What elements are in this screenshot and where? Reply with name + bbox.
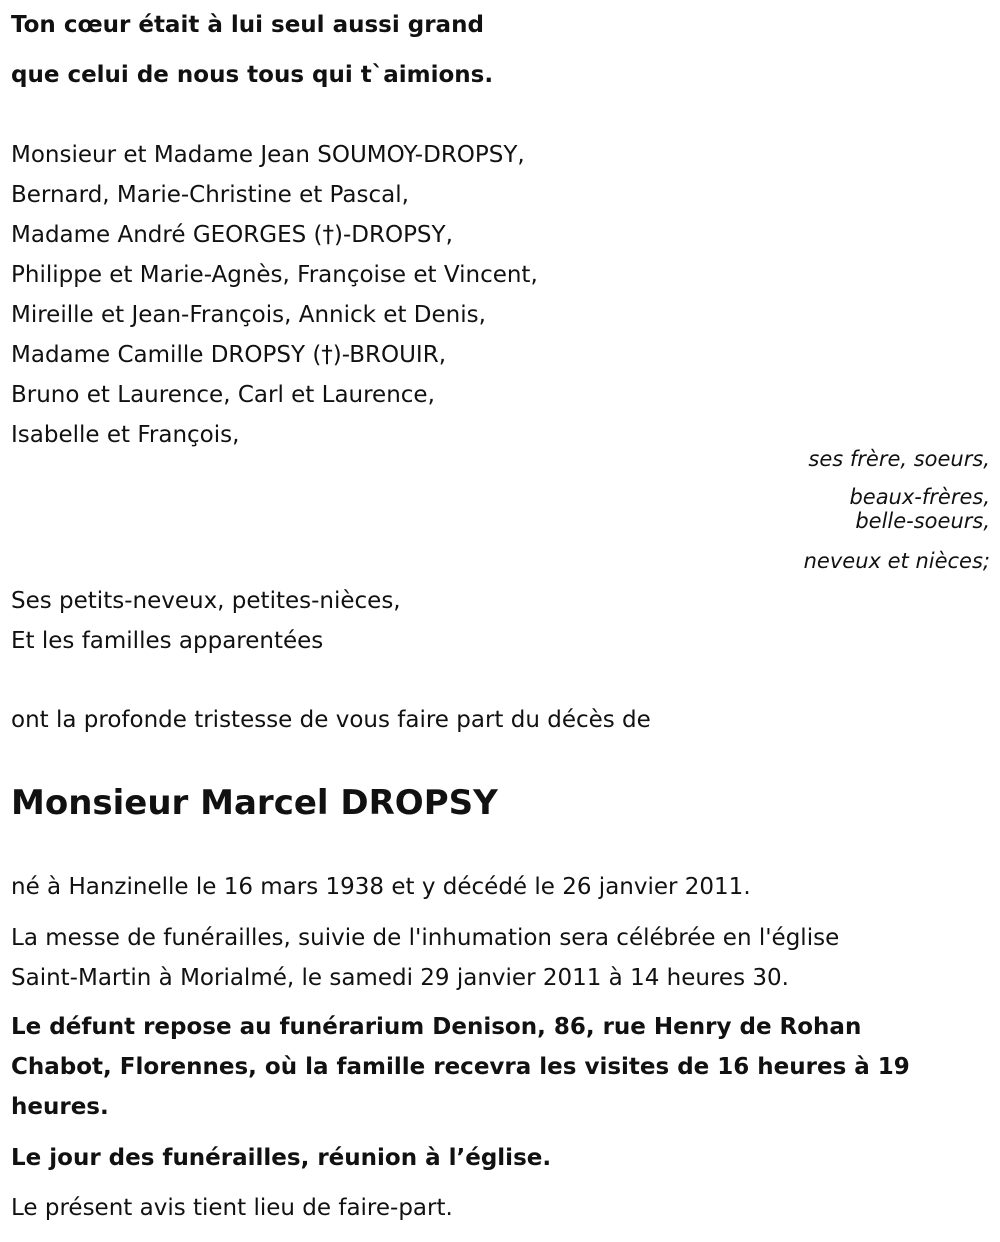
visitation-line: Chabot, Florennes, où la famille recevra les visites de 16 heures à 19 [11,1054,910,1080]
birth-death-line: né à Hanzinelle le 16 mars 1938 et y décédé le 26 janvier 2011. [11,874,751,900]
family-line: Madame Camille DROPSY (†)-BROUIR, [11,342,447,368]
family-line: Mireille et Jean-François, Annick et Denis, [11,302,486,328]
meeting-note: Le jour des funérailles, réunion à l’église. [11,1145,552,1171]
family-line: Bruno et Laurence, Carl et Laurence, [11,382,435,408]
relation-line: neveux et nièces; [803,549,990,573]
announcement: ont la profonde tristesse de vous faire part du décès de [11,707,651,733]
deceased-name: Monsieur Marcel DROPSY [11,783,498,823]
family-line: Philippe et Marie-Agnès, Françoise et Vincent, [11,262,538,288]
funeral-line: La messe de funérailles, suivie de l'inhumation sera célébrée en l'église [11,925,840,951]
others-line: Et les familles apparentées [11,628,324,654]
relation-line: belle-soeurs, [855,509,990,533]
others-line: Ses petits-neveux, petites-nièces, [11,588,401,614]
funeral-line: Saint-Martin à Morialmé, le samedi 29 janvier 2011 à 14 heures 30. [11,965,789,991]
family-line: Madame André GEORGES (†)-DROPSY, [11,222,453,248]
family-line: Bernard, Marie-Christine et Pascal, [11,182,409,208]
relation-line: ses frère, soeurs, [808,447,990,471]
epigraph-line-1: Ton cœur était à lui seul aussi grand [11,12,484,38]
relation-line: beaux-frères, [849,485,990,509]
family-line: Monsieur et Madame Jean SOUMOY-DROPSY, [11,142,525,168]
closing-note: Le présent avis tient lieu de faire-part. [11,1195,453,1221]
epigraph-line-2: que celui de nous tous qui t`aimions. [11,62,494,88]
visitation-line: Le défunt repose au funérarium Denison, 86, rue Henry de Rohan [11,1014,862,1040]
visitation-line: heures. [11,1094,109,1120]
family-line: Isabelle et François, [11,422,240,448]
